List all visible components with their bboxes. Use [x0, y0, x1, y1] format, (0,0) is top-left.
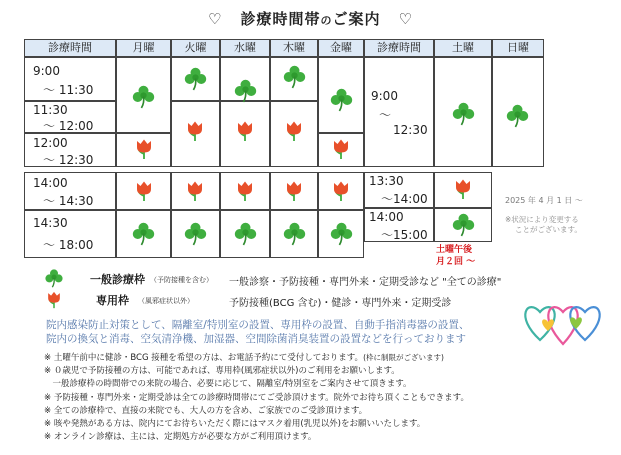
change-note-line: ※状況により変更する	[505, 215, 579, 224]
tulip-icon	[44, 289, 64, 309]
sat-time-pm1	[364, 172, 434, 208]
header-thu: 木曜	[270, 39, 318, 57]
clover-icon	[451, 212, 476, 237]
legend-dedicated-label: 専用枠	[96, 294, 129, 307]
time-end: 〜 12:30	[43, 153, 94, 167]
clover-icon	[233, 221, 258, 246]
sat-afternoon-frequency: 月２回 〜	[436, 257, 476, 267]
time-row-1	[24, 57, 116, 101]
clover-icon	[183, 66, 208, 91]
sat-time-pm2	[364, 208, 434, 242]
legend-dedicated-desc: 予防接種(BCG 含む)・健診・専門外来・定期受診	[229, 298, 452, 309]
tulip-icon	[451, 176, 475, 200]
time-row-2	[24, 101, 116, 133]
infection-control-text	[46, 318, 469, 346]
time-row-3	[24, 133, 116, 167]
time-end: 〜 14:30	[43, 194, 94, 208]
clover-icon	[505, 103, 530, 128]
infection-control-line: 院内感染防止対策として、隔離室/特別室の設置、専用枠の設置、自動手指消毒器の設置、	[46, 319, 470, 331]
time-end: 〜14:00	[381, 192, 428, 206]
tulip-icon	[329, 136, 353, 160]
time-start: 14:00	[369, 210, 404, 224]
note-item: 一般診療枠の時間帯での来院の場合、必要に応じて、隔離室/特別室をご案内させて頂きます。	[44, 379, 412, 390]
clover-icon	[183, 221, 208, 246]
tulip-icon	[183, 118, 207, 142]
infection-control-line: 院内の換気と消毒、空気清浄機、加湿器、空間除菌消臭装置の設置などを行っております	[46, 333, 466, 345]
note-item: ※ 全ての診療枠で、直接の来院でも、大人の方を含め、ご家族でのご受診頂けます。	[44, 405, 368, 416]
note-item	[44, 351, 469, 365]
clover-icon	[282, 221, 307, 246]
clover-icon	[131, 84, 156, 109]
clover-icon	[131, 221, 156, 246]
time-start: 11:30	[33, 103, 68, 117]
clover-icon	[233, 78, 258, 103]
heart-icon: ♡	[398, 10, 413, 28]
change-note-line: ことがございます。	[515, 225, 582, 234]
legend-dedicated-sub: （風邪症状以外）	[138, 297, 194, 305]
time-end: 〜 18:00	[43, 238, 94, 252]
time-end: 〜15:00	[381, 228, 428, 242]
header-tue: 火曜	[171, 39, 220, 57]
time-end: 〜 11:30	[43, 83, 94, 97]
clover-icon	[329, 87, 354, 112]
tulip-icon	[233, 178, 257, 202]
title-particle: の	[320, 14, 333, 27]
time-end: 12:30	[393, 123, 428, 137]
note-small: (枠に制限がございます)	[363, 353, 444, 362]
note-item: ※ ０歳児で予防接種の方は、可能であれば、専用枠(風邪症状以外)のご利用をお願いします。	[44, 366, 400, 377]
tulip-icon	[282, 178, 306, 202]
header-fri: 金曜	[318, 39, 364, 57]
time-start: 12:00	[33, 136, 68, 150]
tulip-icon	[132, 136, 156, 160]
note-item: ※ オンライン診療は、主には、定期処方が必要な方がご利用頂けます。	[44, 432, 317, 443]
heart-icon: ♡	[208, 10, 223, 28]
change-note	[505, 215, 582, 235]
header-time-sat: 診療時間	[364, 39, 434, 57]
legend-general-label: 一般診療枠	[90, 273, 145, 286]
time-row-4	[24, 172, 116, 210]
clinic-logo	[518, 296, 608, 354]
header-time: 診療時間	[24, 39, 116, 57]
tulip-icon	[183, 178, 207, 202]
clover-icon	[451, 101, 476, 126]
tulip-icon	[329, 178, 353, 202]
tulip-icon	[233, 118, 257, 142]
legend-general-sub: （予防接種を含む）	[150, 276, 213, 284]
sat-time-morning	[364, 57, 434, 167]
time-row-5	[24, 210, 116, 258]
header-mon: 月曜	[116, 39, 171, 57]
note-item: ※ 予防接種・専門外来・定期受診は全ての診療時間帯にてご受診頂けます。院外でお待ち頂くこともできます。	[44, 392, 469, 403]
time-start: 14:30	[33, 216, 68, 230]
clover-icon	[329, 221, 354, 246]
title-main2: ご案内	[332, 10, 381, 28]
title-main: 診療時間帯	[240, 10, 321, 28]
page-title	[0, 8, 621, 29]
time-end: 〜 12:00	[43, 119, 94, 133]
time-start: 9:00	[371, 89, 398, 103]
effective-date: 2025 年 4 月 1 日 〜	[505, 196, 583, 205]
tulip-icon	[132, 178, 156, 202]
time-start: 9:00	[33, 64, 60, 78]
note-item: ※ 咳や発熱がある方は、院内にてお待ちいただく際にはマスク着用(乳児以外)をお願いいたします。	[44, 419, 426, 430]
legend-general-desc: 一般診察・予防接種・専門外来・定期受診など "全ての診療"	[229, 277, 502, 288]
header-sun: 日曜	[492, 39, 544, 57]
sat-afternoon-label: 土曜午後	[436, 245, 473, 255]
clover-icon	[44, 268, 64, 288]
tulip-icon	[282, 118, 306, 142]
header-sat: 土曜	[434, 39, 492, 57]
note-text: ※ 土曜午前中に健診・BCG 接種を希望の方は、お電話予約にて受付しております。	[44, 353, 364, 363]
clover-icon	[282, 64, 307, 89]
time-start: 14:00	[33, 176, 68, 190]
time-start: 13:30	[369, 174, 404, 188]
header-wed: 水曜	[220, 39, 270, 57]
notes-list	[44, 351, 469, 444]
time-mid: 〜	[379, 108, 392, 122]
